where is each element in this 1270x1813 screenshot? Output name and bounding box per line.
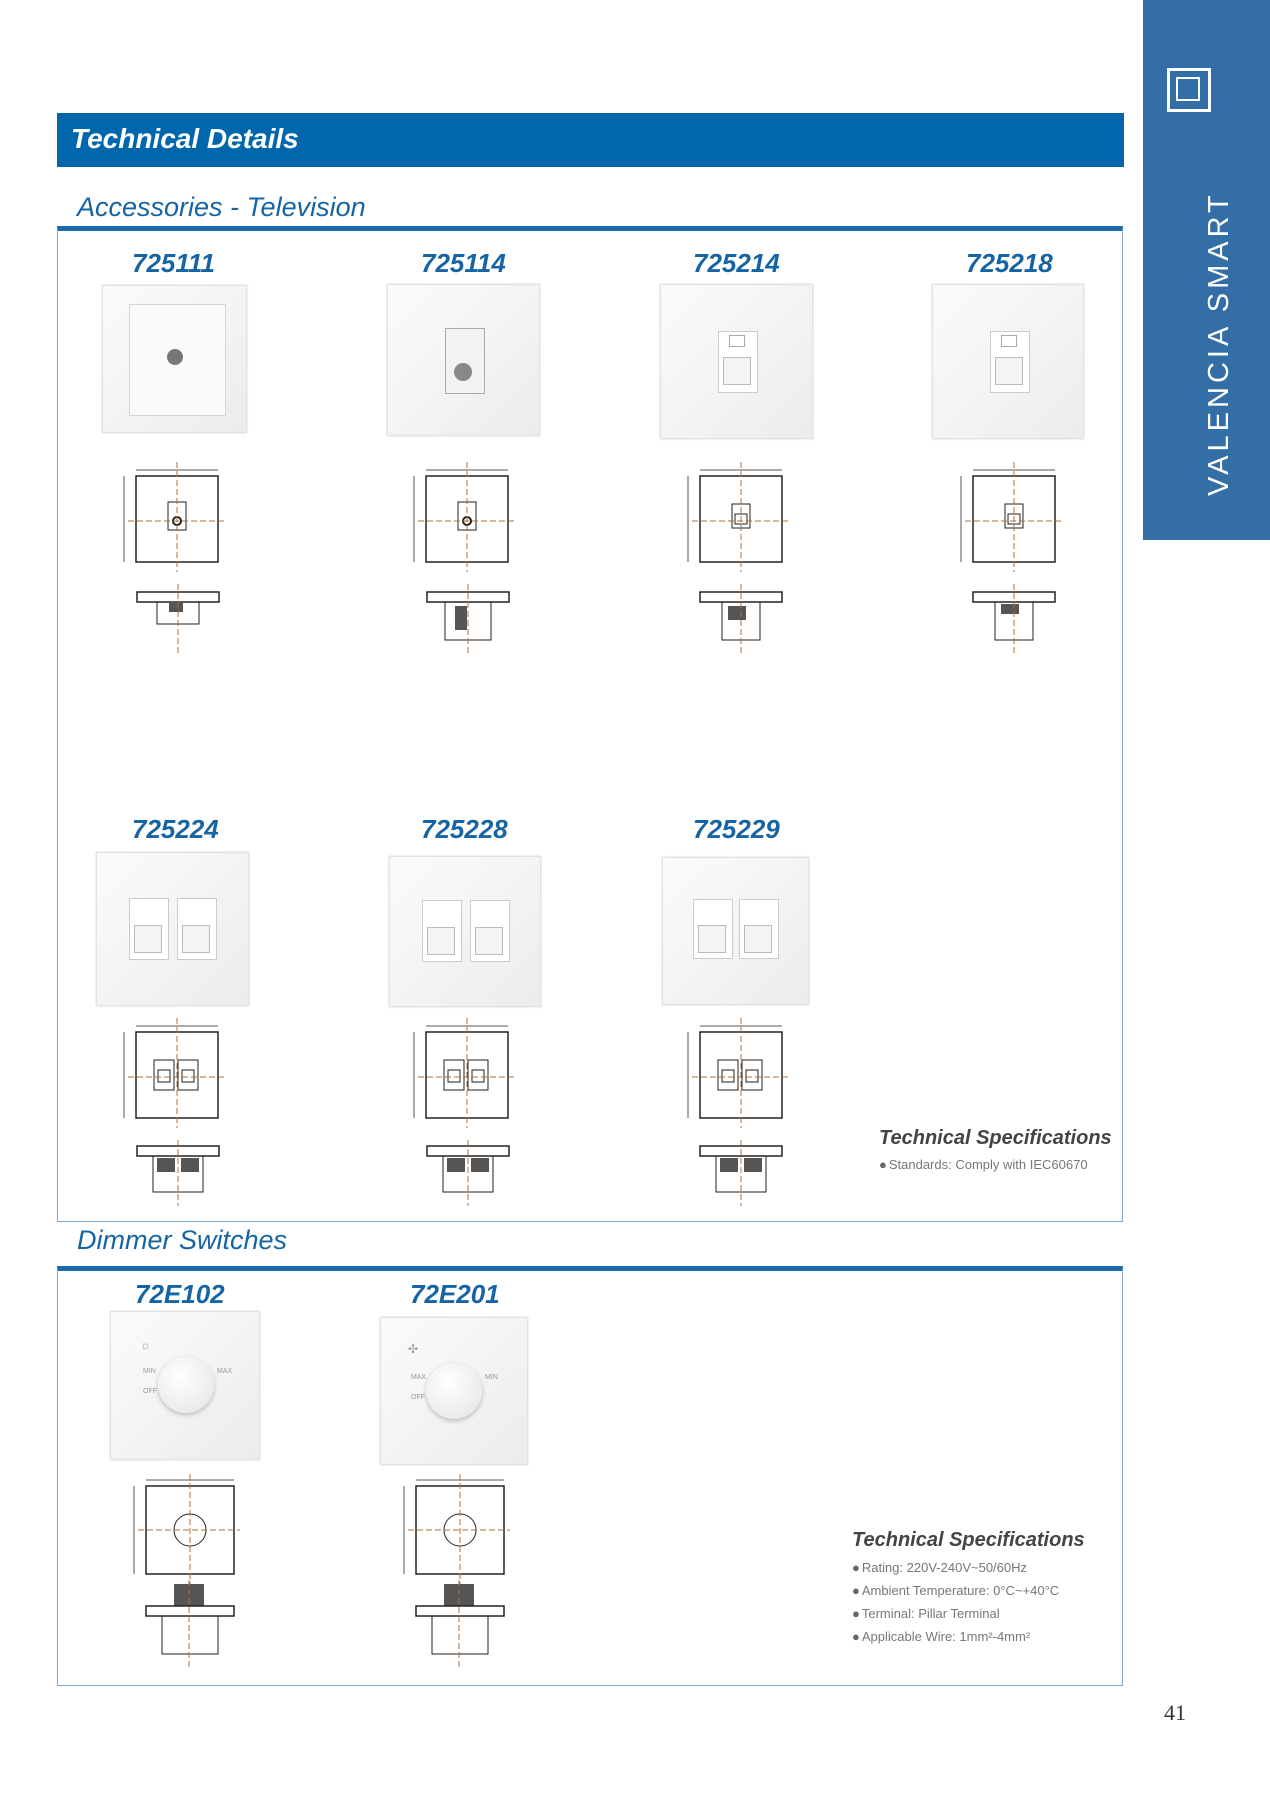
spec-item: ● Rating: 220V-240V~50/60Hz	[852, 1560, 1027, 1575]
side-view-drawing	[133, 584, 223, 654]
dial-label: OFF	[143, 1388, 157, 1395]
side-view-drawing	[412, 1580, 512, 1670]
fan-icon: ✣	[408, 1342, 419, 1356]
product-photo	[102, 285, 247, 433]
front-view-drawing	[682, 462, 792, 572]
product-photo	[389, 856, 541, 1007]
side-brand-text: VALENCIA SMART	[1203, 191, 1235, 496]
product-code: 72E201	[410, 1279, 500, 1309]
dial-label: MAX	[411, 1374, 427, 1381]
dimmer-photo	[380, 1317, 528, 1465]
front-view-drawing	[408, 1018, 518, 1128]
side-view-drawing	[142, 1580, 242, 1670]
side-view-drawing	[696, 1140, 786, 1206]
front-view-drawing	[955, 462, 1065, 572]
spec-item: ● Terminal: Pillar Terminal	[852, 1606, 1000, 1621]
product-code: 725224	[132, 814, 219, 844]
spec-item: ● Applicable Wire: 1mm²-4mm²	[852, 1629, 1030, 1644]
dial-label: MAX	[217, 1368, 233, 1375]
page-title: Technical Details	[71, 123, 299, 154]
front-view-drawing	[398, 1474, 513, 1584]
side-brand-tab	[1143, 0, 1270, 540]
product-photo	[660, 284, 813, 439]
product-photo	[387, 284, 540, 436]
product-photo	[932, 284, 1084, 439]
front-view-drawing	[118, 462, 228, 572]
side-view-drawing	[133, 1140, 223, 1206]
side-view-drawing	[969, 584, 1059, 654]
front-view-drawing	[128, 1474, 243, 1584]
square-frame-icon	[1167, 68, 1211, 112]
dimmer-photo	[110, 1311, 260, 1460]
spec-item: ● Standards: Comply with IEC60670	[879, 1157, 1088, 1172]
product-code: 725228	[421, 814, 508, 844]
section-title-television: Accessories - Television	[77, 192, 366, 222]
spec-title: Technical Specifications	[852, 1529, 1085, 1551]
side-view-drawing	[423, 1140, 513, 1206]
product-photo	[96, 852, 249, 1006]
front-view-drawing	[118, 1018, 228, 1128]
spec-item: ● Ambient Temperature: 0°C~+40°C	[852, 1583, 1059, 1598]
dial-label: OFF	[411, 1394, 425, 1401]
dial-label: MIN	[143, 1368, 156, 1375]
header-bar	[57, 113, 1124, 167]
product-code: 725229	[693, 814, 780, 844]
spec-title: Technical Specifications	[879, 1127, 1112, 1149]
product-code: 72E102	[135, 1279, 225, 1309]
dial-label: MIN	[485, 1374, 498, 1381]
product-code: 725111	[132, 248, 215, 278]
section-title-dimmer: Dimmer Switches	[77, 1225, 288, 1255]
front-view-drawing	[408, 462, 518, 572]
sun-icon: ☼	[140, 1338, 151, 1352]
product-code: 725214	[693, 248, 780, 278]
product-photo	[662, 857, 809, 1005]
front-view-drawing	[682, 1018, 792, 1128]
side-view-drawing	[423, 584, 513, 654]
page-number: 41	[1164, 1700, 1186, 1725]
product-code: 725114	[421, 248, 506, 278]
product-code: 725218	[966, 248, 1053, 278]
side-view-drawing	[696, 584, 786, 654]
